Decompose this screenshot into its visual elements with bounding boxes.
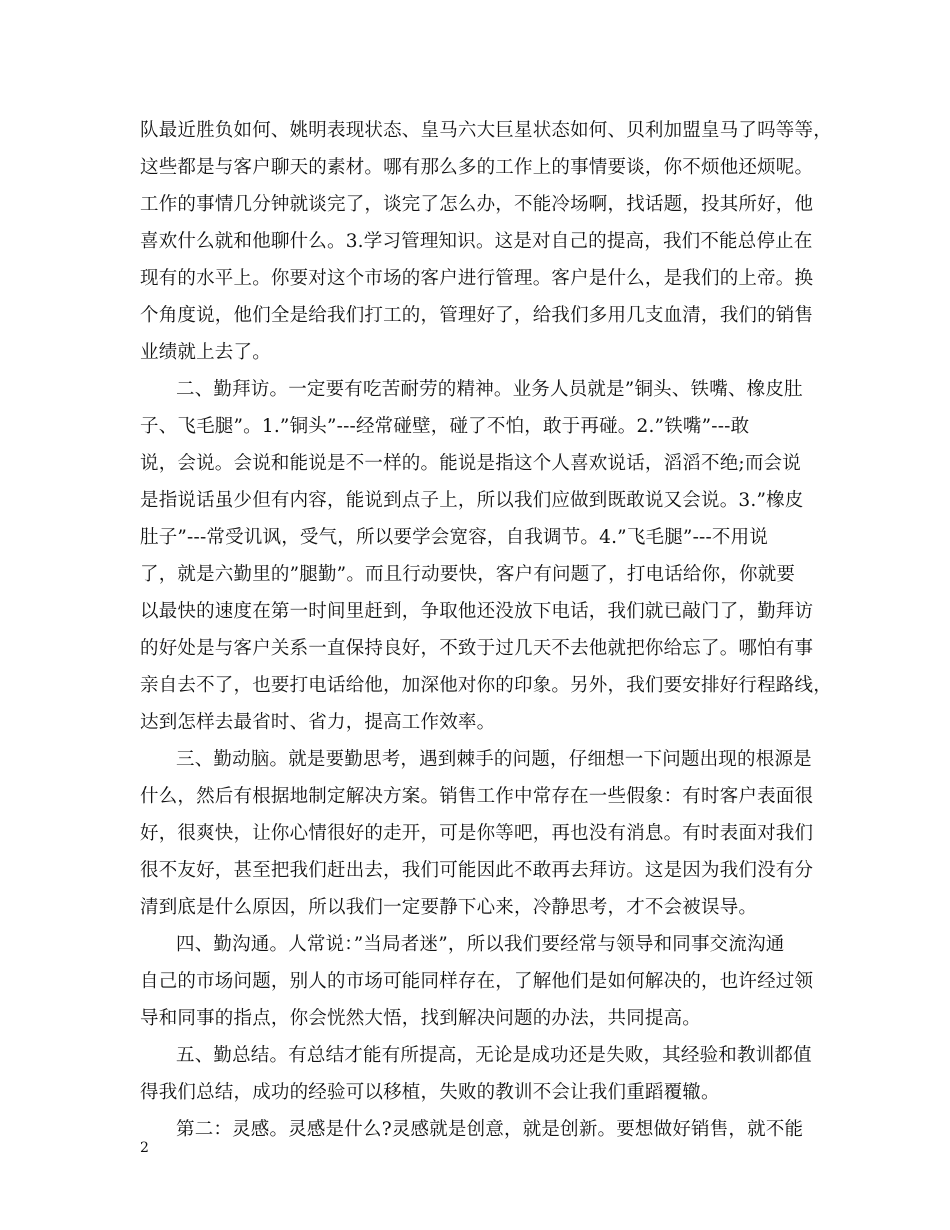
text-line: 肚子”---常受讥讽，受气，所以要学会宽容，自我调节。4.”飞毛腿”---不用说 [140, 527, 769, 548]
text-line: 子、飞毛腿”。1.”铜头”---经常碰壁，碰了不怕，敢于再碰。2.”铁嘴”---敢 [140, 416, 750, 437]
text-line: 二、勤拜访。一定要有吃苦耐劳的精神。业务人员就是”铜头、铁嘴、橡皮肚 [176, 379, 803, 400]
text-line: 现有的水平上。你要对这个市场的客户进行管理。客户是什么，是我们的上帝。换 [140, 268, 814, 289]
text-line: 是指说话虽少但有内容，能说到点子上，所以我们应做到既敢说又会说。3.”橡皮 [140, 490, 804, 511]
text-line: 自己的市场问题，别人的市场可能同样存在，了解他们是如何解决的，也许经过领 [140, 971, 814, 992]
text-line: 清到底是什么原因，所以我们一定要静下心来，冷静思考，才不会被误导。 [140, 897, 758, 918]
text-line: 第二：灵感。灵感是什么?灵感就是创意，就是创新。要想做好销售，就不能 [176, 1119, 804, 1140]
text-line: 队最近胜负如何、姚明表现状态、皇马六大巨星状态如何、贝利加盟皇马了吗等等， [140, 120, 832, 141]
text-line: 四、勤沟通。人常说：”当局者迷”，所以我们要经常与领导和同事交流沟通 [176, 934, 785, 955]
text-line: 很不友好，甚至把我们赶出去，我们可能因此不敢再去拜访。这是因为我们没有分 [140, 860, 814, 881]
text-line: 这些都是与客户聊天的素材。哪有那么多的工作上的事情要谈，你不烦他还烦呢。 [140, 157, 814, 178]
text-line: 以最快的速度在第一时间里赶到，争取他还没放下电话，我们就已敲门了，勤拜访 [140, 601, 814, 622]
text-line: 个角度说，他们全是给我们打工的，管理好了，给我们多用几支血清，我们的销售 [140, 305, 814, 326]
text-line: 五、勤总结。有总结才能有所提高，无论是成功还是失败，其经验和教训都值 [176, 1045, 812, 1066]
text-line: 的好处是与客户关系一直保持良好，不致于过几天不去他就把你给忘了。哪怕有事 [140, 638, 814, 659]
text-line: 好，很爽快，让你心情很好的走开，可是你等吧，再也没有消息。有时表面对我们 [140, 823, 814, 844]
text-line: 工作的事情几分钟就谈完了，谈完了怎么办，不能冷场啊，找话题，投其所好，他 [140, 194, 814, 215]
page-number: 2 [140, 1140, 149, 1156]
text-line: 导和同事的指点，你会恍然大悟，找到解决问题的办法，共同提高。 [140, 1008, 702, 1029]
text-line: 得我们总结，成功的经验可以移植，失败的教训不会让我们重蹈覆辙。 [140, 1082, 720, 1103]
text-line: 三、勤动脑。就是要勤思考，遇到棘手的问题，仔细想一下问题出现的根源是 [176, 749, 812, 770]
text-line: 业绩就上去了。 [140, 342, 271, 363]
text-line: 说，会说。会说和能说是不一样的。能说是指这个人喜欢说话，滔滔不绝;而会说 [140, 453, 801, 474]
text-line: 达到怎样去最省时、省力，提高工作效率。 [140, 712, 496, 733]
body-text [140, 112, 830, 1148]
text-line: 了，就是六勤里的”腿勤”。而且行动要快，客户有问题了，打电话给你，你就要 [140, 564, 796, 585]
text-line: 亲自去不了，也要打电话给他，加深他对你的印象。另外，我们要安排好行程路线， [140, 675, 832, 696]
text-line: 喜欢什么就和他聊什么。3.学习管理知识。这是对自己的提高，我们不能总停止在 [140, 231, 813, 252]
text-line: 什么，然后有根据地制定解决方案。销售工作中常存在一些假象：有时客户表面很 [140, 786, 814, 807]
